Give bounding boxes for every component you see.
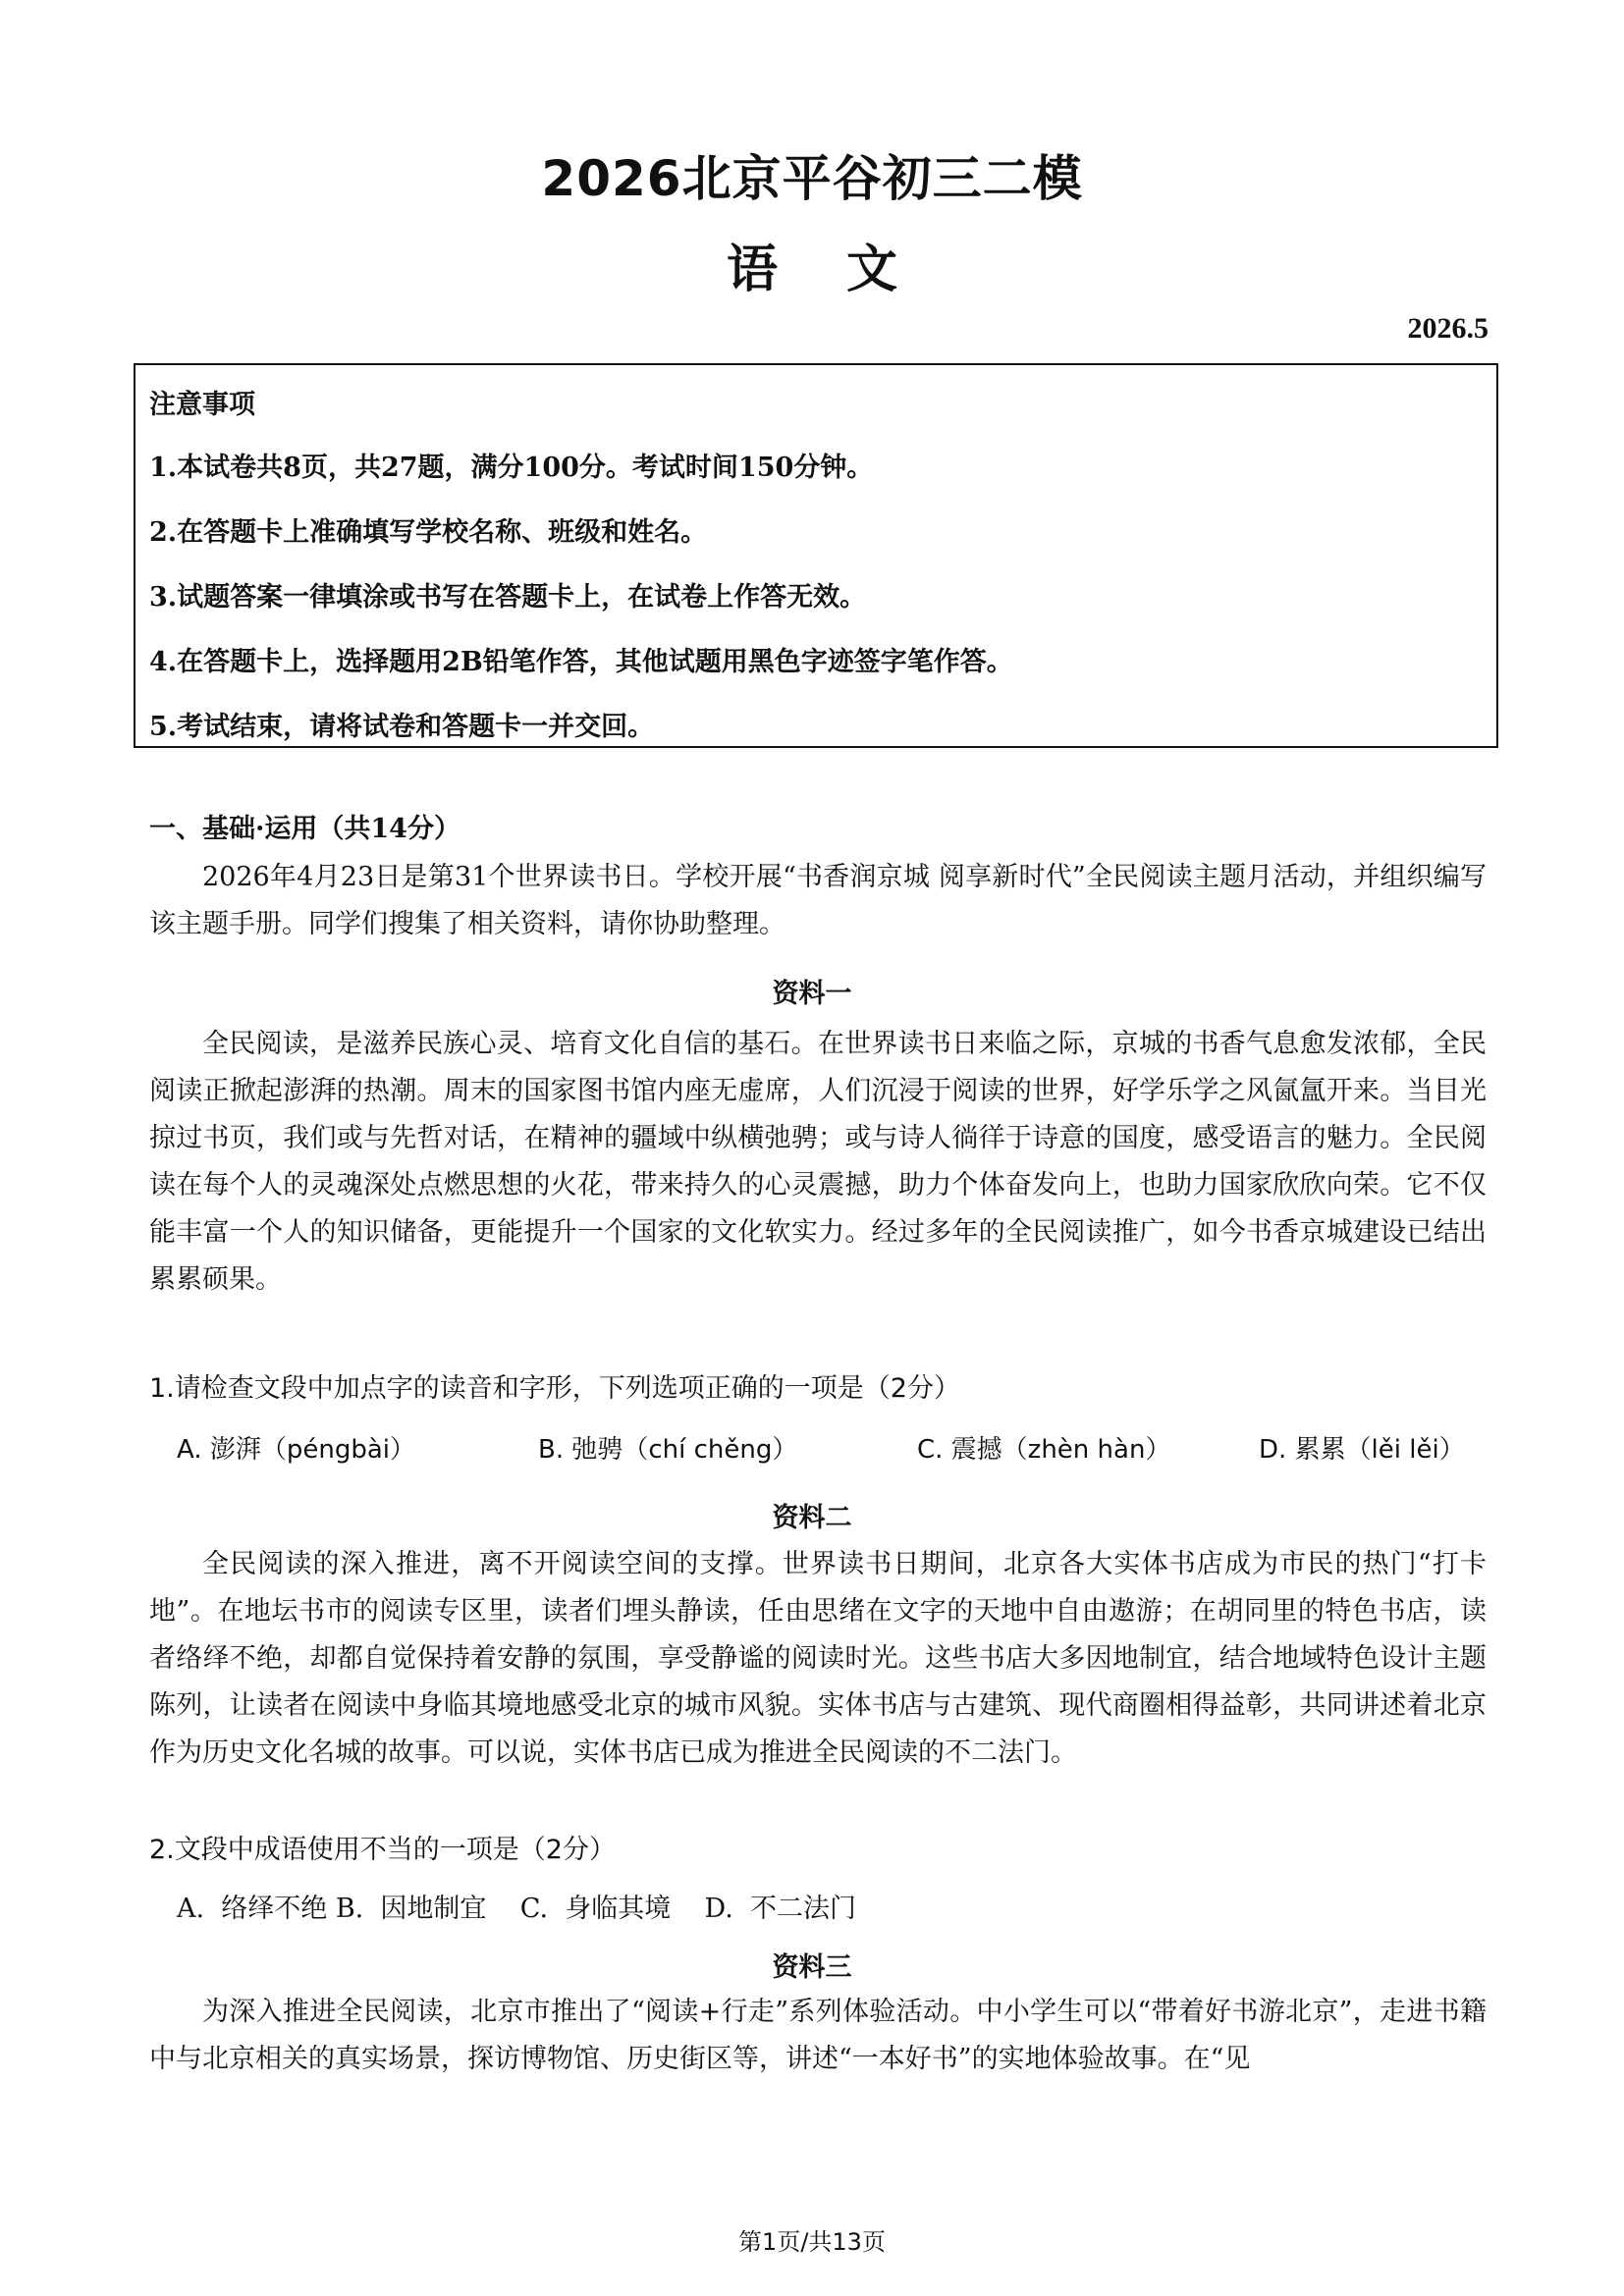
exam-date: 2026.5 [1407,312,1489,345]
notice-item: 4.在答题卡上，选择题用2B铅笔作答，其他试题用黑色字迹签字笔作答。 [149,647,1013,677]
notice-box [134,363,1498,748]
material-text: 为深入推进全民阅读，北京市推出了“阅读+行走”系列体验活动。中小学生可以“带着好书游北京”，走进书籍中与北京相关的真实场景，探访博物馆、历史街区等，讲述“一本好书”的实地体验故事。在“见 [149,1997,1487,2074]
notice-item: 3.试题答案一律填涂或书写在答题卡上，在试卷上作答无效。 [149,582,867,613]
answer-options: A. 络绎不绝 B. 因地制宜 C. 身临其境 D. 不二法门 [177,1894,856,1924]
answer-option: A. 澎湃（péngbài） [177,1435,416,1465]
page-number: 第1页/共13页 [738,2228,886,2256]
answer-option: B. 弛骋（chí chěng） [538,1435,798,1465]
section-intro: 2026年4月23日是第31个世界读书日。学校开展“书香润京城 阅享新时代”全民阅读主题月活动，并组织编写该主题手册。同学们搜集了相关资料，请你协助整理。 [149,862,1487,939]
answer-option: C. 震撼（zhèn hàn） [917,1435,1171,1465]
notice-item: 5.考试结束，请将试卷和答题卡一并交回。 [149,712,655,742]
question-stem: 2.文段中成语使用不当的一项是（2分） [149,1835,616,1865]
subject-title: 语文 [726,240,966,299]
section-heading: 一、基础·运用（共14分） [149,814,460,844]
notice-item: 2.在答题卡上准确填写学校名称、班级和姓名。 [149,517,708,548]
notice-heading: 注意事项 [149,390,255,420]
material-title: 资料三 [772,1952,852,1983]
question-stem: 1.请检查文段中加点字的读音和字形，下列选项正确的一项是（2分） [149,1373,960,1404]
notice-item: 1.本试卷共8页，共27题，满分100分。考试时间150分钟。 [149,453,874,483]
material-title: 资料一 [772,979,852,1009]
material-text: 全民阅读，是滋养民族心灵、培育文化自信的基石。在世界读书日来临之际，京城的书香气息愈发浓郁，全民阅读正掀起澎湃的热潮。周末的国家图书馆内座无虚席，人们沉浸于阅读的世界，好学乐学之风氤氲开来。当目光掠过书页，我们或与先哲对话，在精神的疆域中纵横弛骋；或与诗人徜徉于诗意的国度，感受语言的魅力。全民阅读在每个人的灵魂深处点燃思想的火花，带来持久的心灵震撼，助力个体奋发向上，也助力国家欣欣向荣。它不仅能丰富一个人的知识储备，更能提升一个国家的文化软实力。经过多年的全民阅读推广，如今书香京城建设已结出累累硕果。 [149,1029,1487,1295]
material-title: 资料二 [772,1503,852,1533]
exam-title: 2026北京平谷初三二模 [541,150,1083,207]
answer-option: D. 累累（lěi lěi） [1259,1435,1465,1465]
material-text: 全民阅读的深入推进，离不开阅读空间的支撑。世界读书日期间，北京各大实体书店成为市民的热门“打卡地”。在地坛书市的阅读专区里，读者们埋头静读，任由思绪在文字的天地中自由遨游；在胡同里的特色书店，读者络绎不绝，却都自觉保持着安静的氛围，享受静谧的阅读时光。这些书店大多因地制宜，结合地域特色设计主题陈列，让读者在阅读中身临其境地感受北京的城市风貌。实体书店与古建筑、现代商圈相得益彰，共同讲述着北京作为历史文化名城的故事。可以说，实体书店已成为推进全民阅读的不二法门。 [149,1549,1487,1768]
